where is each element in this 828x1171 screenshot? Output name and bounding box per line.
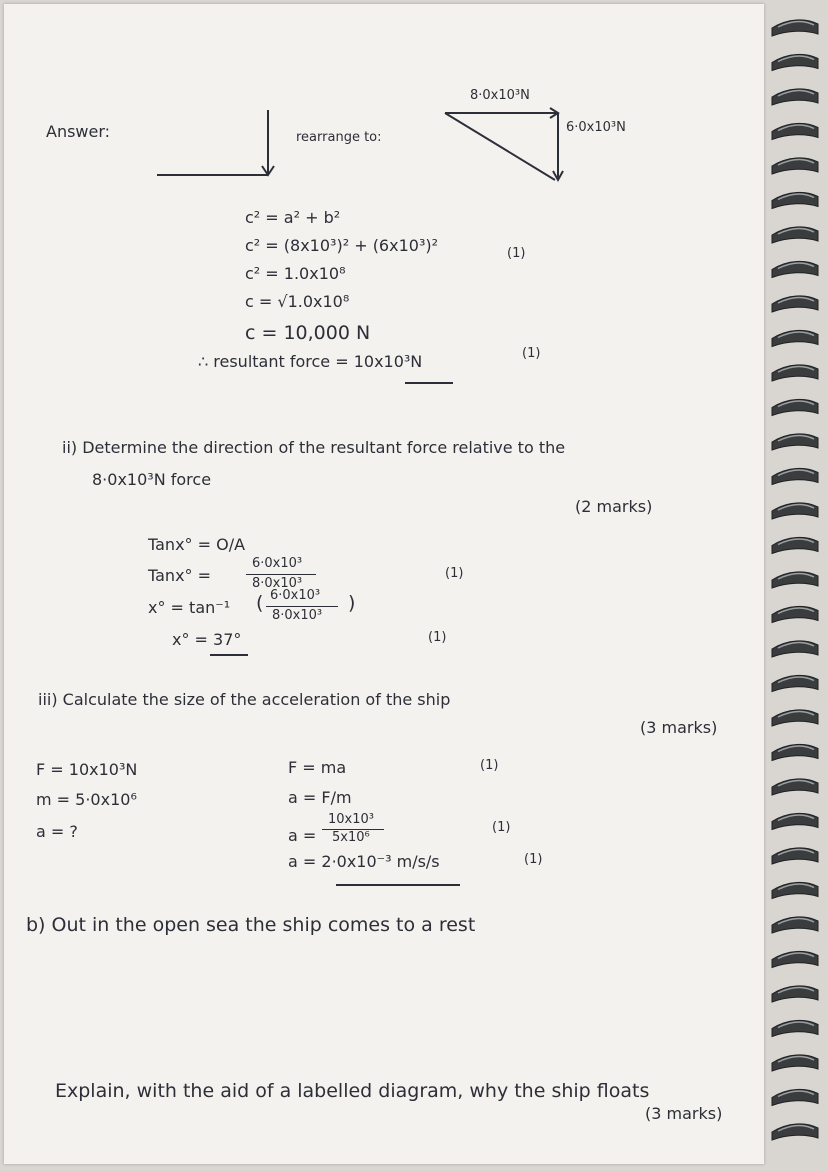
accel-line-1: F = ma (288, 758, 347, 777)
tan-line-2-lhs: Tanx° = (148, 566, 212, 585)
given-acceleration: a = ? (36, 822, 78, 841)
pythag-line-3: c² = 1.0x10⁸ (245, 264, 346, 283)
answer-underline (210, 654, 248, 656)
accel-line-3-denominator: 5x10⁶ (332, 830, 370, 845)
tan-line-1: Tanx° = O/A (148, 535, 246, 554)
bracket-close: ) (348, 592, 356, 614)
tan-mark-1: (1) (445, 566, 464, 581)
tan-line-2-denominator: 8·0x10³ (252, 576, 303, 591)
explain-marks: (3 marks) (645, 1104, 723, 1123)
force-label-right: 6·0x10³N (566, 120, 626, 135)
tan-line-3-lhs: x° = tan⁻¹ (148, 598, 231, 617)
question-ii-line-2: 8·0x10³N force (92, 470, 212, 489)
question-ii-marks: (2 marks) (575, 497, 653, 516)
accel-mark-2: (1) (492, 820, 511, 835)
accel-line-4: a = 2·0x10⁻³ m/s/s (288, 852, 440, 871)
pythag-line-4: c = √1.0x10⁸ (245, 292, 350, 311)
explain-text: Explain, with the aid of a labelled diagram, why the ship floats (55, 1080, 650, 1102)
accel-line-3-numerator: 10x10³ (328, 812, 374, 827)
accel-mark-1: (1) (480, 758, 499, 773)
question-b-text: b) Out in the open sea the ship comes to a rest (26, 914, 476, 936)
accel-line-3-lhs: a = (288, 826, 317, 845)
tan-line-4: x° = 37° (172, 630, 242, 649)
question-ii-line-1: ii) Determine the direction of the resultant force relative to the (62, 438, 566, 457)
fraction-bar (266, 606, 338, 607)
answer-underline (336, 884, 460, 886)
pythag-mark-2: (1) (522, 346, 541, 361)
answer-underline (405, 382, 453, 384)
answer-label: Answer: (46, 122, 111, 141)
question-iii-marks: (3 marks) (640, 718, 718, 737)
tan-line-3-denominator: 8·0x10³ (272, 608, 323, 623)
tan-mark-2: (1) (428, 630, 447, 645)
question-iii-text: iii) Calculate the size of the acceleration of the ship (38, 690, 451, 709)
pythag-mark-1: (1) (507, 246, 526, 261)
accel-mark-3: (1) (524, 852, 543, 867)
tan-line-2-numerator: 6·0x10³ (252, 556, 303, 571)
pythag-line-6: ∴ resultant force = 10x10³N (198, 352, 423, 371)
tan-line-3-numerator: 6·0x10³ (270, 588, 321, 603)
accel-line-2: a = F/m (288, 788, 352, 807)
pythag-line-1: c² = a² + b² (245, 208, 341, 227)
given-force: F = 10x10³N (36, 760, 138, 779)
bracket-open: ( (256, 592, 264, 614)
force-label-top: 8·0x10³N (470, 88, 530, 103)
rearrange-label: rearrange to: (296, 130, 382, 145)
pythag-line-2: c² = (8x10³)² + (6x10³)² (245, 236, 439, 255)
pythag-line-5: c = 10,000 N (245, 322, 371, 344)
triangle-hypotenuse (445, 113, 555, 180)
fraction-bar (246, 574, 316, 575)
given-mass: m = 5·0x10⁶ (36, 790, 137, 809)
